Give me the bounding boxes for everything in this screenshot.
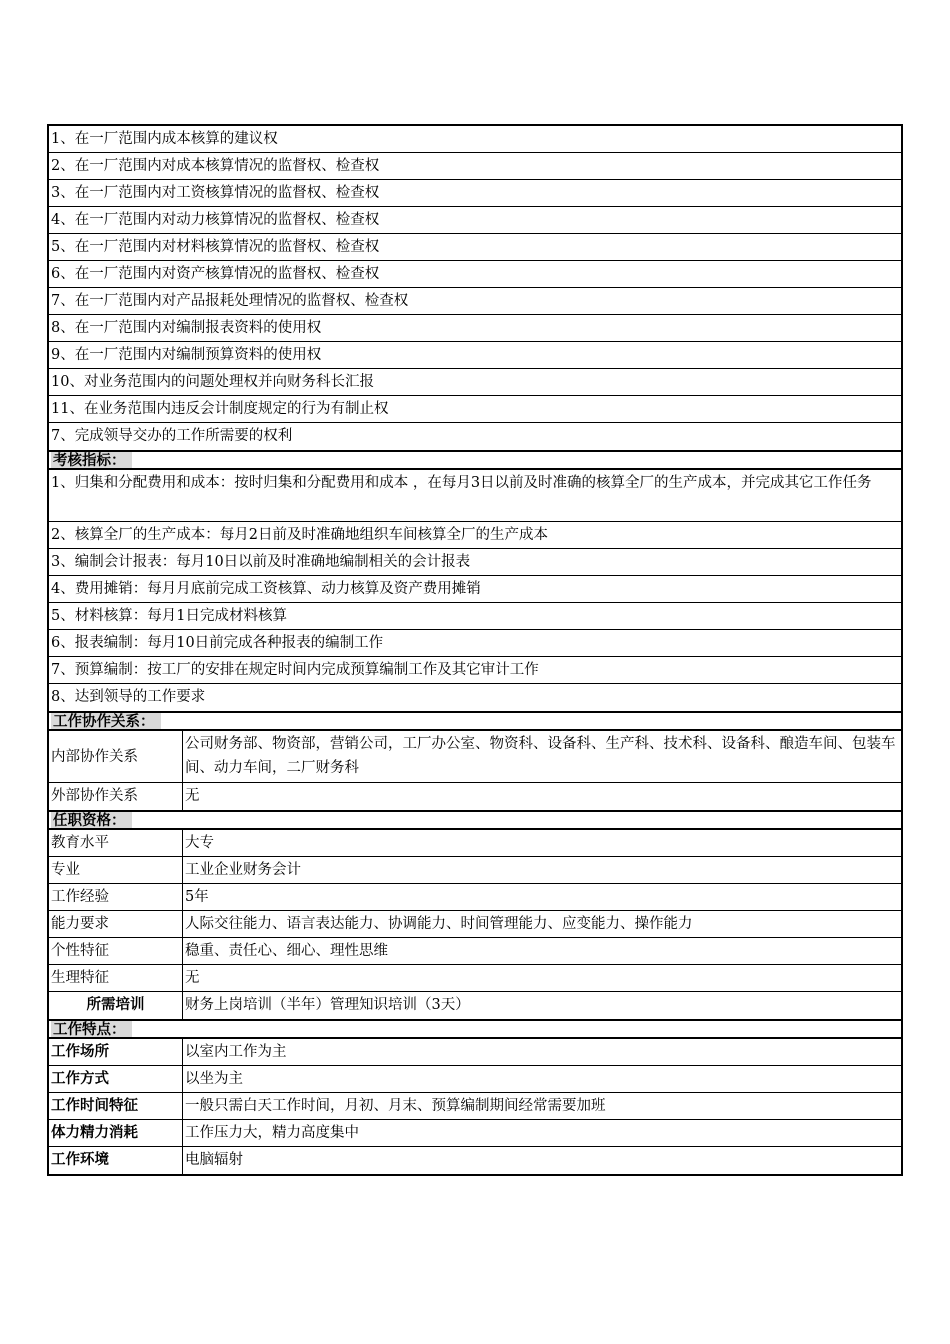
rights-row-8	[49, 315, 901, 342]
experience-row	[49, 884, 901, 911]
rights-row-3	[49, 180, 901, 207]
rights-row-11	[49, 396, 901, 423]
kpi-item: 8、达到领导的工作要求	[51, 689, 206, 705]
time-value: 一般只需白天工作时间，月初、月末、预算编制期间经常需要加班	[185, 1098, 606, 1114]
ability-value: 人际交往能力、语言表达能力、协调能力、时间管理能力、应变能力、操作能力	[185, 916, 693, 932]
education-value: 大专	[185, 835, 214, 851]
kpi-row-3	[49, 549, 901, 576]
rights-item: 7、在一厂范围内对产品报耗处理情况的监督权、检查权	[51, 293, 409, 309]
education-label: 教育水平	[49, 830, 183, 856]
physical-row	[49, 965, 901, 992]
energy-label: 体力精力消耗	[49, 1120, 183, 1146]
rights-row-10	[49, 369, 901, 396]
major-label: 专业	[49, 857, 183, 883]
rights-item: 1、在一厂范围内成本核算的建议权	[51, 131, 278, 147]
training-label: 所需培训	[49, 992, 183, 1019]
internal-cooperation-value: 公司财务部、物资部，营销公司，工厂办公室、物资科、设备科、生产科、技术科、设备科、酿造车间、包装车间、动力车间，二厂财务科	[185, 736, 896, 776]
rights-item: 6、在一厂范围内对资产核算情况的监督权、检查权	[51, 266, 380, 282]
place-value: 以室内工作为主	[185, 1044, 287, 1060]
kpi-row-8	[49, 684, 901, 711]
external-cooperation-row	[49, 783, 901, 810]
section-title: 工作特点：	[51, 1021, 132, 1037]
training-row	[49, 992, 901, 1019]
physical-label: 生理特征	[49, 965, 183, 991]
kpi-row-2	[49, 522, 901, 549]
rights-item: 9、在一厂范围内对编制预算资料的使用权	[51, 347, 322, 363]
rights-item: 11、在业务范围内违反会计制度规定的行为有制止权	[51, 401, 389, 417]
energy-row	[49, 1120, 901, 1147]
rights-item: 7、完成领导交办的工作所需要的权利	[51, 428, 293, 444]
section-title: 任职资格：	[51, 812, 132, 828]
rights-item: 4、在一厂范围内对动力核算情况的监督权、检查权	[51, 212, 380, 228]
mode-value: 以坐为主	[185, 1071, 243, 1087]
kpi-row-1	[49, 470, 901, 522]
place-row	[49, 1039, 901, 1066]
education-row	[49, 830, 901, 857]
kpi-item: 1、归集和分配费用和成本：按时归集和分配费用和成本 ，在每月3日以前及时准确的核算全厂的生产成本，并完成其它工作任务	[51, 475, 872, 491]
experience-label: 工作经验	[49, 884, 183, 910]
experience-value: 5年	[185, 889, 209, 905]
kpi-item: 2、核算全厂的生产成本：每月2日前及时准确地组织车间核算全厂的生产成本	[51, 527, 548, 543]
ability-label: 能力要求	[49, 911, 183, 937]
section-title: 考核指标：	[51, 452, 132, 468]
energy-value: 工作压力大，精力高度集中	[185, 1125, 359, 1141]
external-cooperation-label: 外部协作关系	[49, 783, 183, 810]
rights-row-9	[49, 342, 901, 369]
qualification-section-header	[49, 810, 901, 830]
major-value: 工业企业财务会计	[185, 862, 301, 878]
rights-item: 10、对业务范围内的问题处理权并向财务科长汇报	[51, 374, 374, 390]
personality-value: 稳重、责任心、细心、理性思维	[185, 943, 388, 959]
rights-item: 5、在一厂范围内对材料核算情况的监督权、检查权	[51, 239, 380, 255]
kpi-row-5	[49, 603, 901, 630]
rights-row-4	[49, 207, 901, 234]
rights-item: 3、在一厂范围内对工资核算情况的监督权、检查权	[51, 185, 380, 201]
major-row	[49, 857, 901, 884]
kpi-item: 4、费用摊销：每月月底前完成工资核算、动力核算及资产费用摊销	[51, 581, 481, 597]
physical-value: 无	[185, 970, 200, 986]
rights-row-1	[49, 126, 901, 153]
training-value: 财务上岗培训（半年）管理知识培训（3天）	[185, 997, 470, 1013]
rights-row-6	[49, 261, 901, 288]
kpi-item: 5、材料核算：每月1日完成材料核算	[51, 608, 287, 624]
personality-row	[49, 938, 901, 965]
rights-row-2	[49, 153, 901, 180]
place-label: 工作场所	[49, 1039, 183, 1065]
kpi-row-6	[49, 630, 901, 657]
personality-label: 个性特征	[49, 938, 183, 964]
section-title: 工作协作关系：	[51, 713, 161, 729]
features-section-header	[49, 1019, 901, 1039]
internal-cooperation-label: 内部协作关系	[49, 731, 183, 782]
rights-row-12	[49, 423, 901, 450]
environment-label: 工作环境	[49, 1147, 183, 1174]
cooperation-section-header	[49, 711, 901, 731]
kpi-item: 3、编制会计报表：每月10日以前及时准确地编制相关的会计报表	[51, 554, 471, 570]
mode-label: 工作方式	[49, 1066, 183, 1092]
environment-value: 电脑辐射	[185, 1152, 243, 1168]
external-cooperation-value: 无	[185, 788, 200, 804]
rights-row-7	[49, 288, 901, 315]
kpi-section-header	[49, 450, 901, 470]
kpi-item: 7、预算编制：按工厂的安排在规定时间内完成预算编制工作及其它审计工作	[51, 662, 539, 678]
environment-row	[49, 1147, 901, 1174]
mode-row	[49, 1066, 901, 1093]
time-row	[49, 1093, 901, 1120]
kpi-item: 6、报表编制：每月10日前完成各种报表的编制工作	[51, 635, 384, 651]
kpi-row-7	[49, 657, 901, 684]
rights-item: 8、在一厂范围内对编制报表资料的使用权	[51, 320, 322, 336]
rights-item: 2、在一厂范围内对成本核算情况的监督权、检查权	[51, 158, 380, 174]
job-description-table	[47, 124, 903, 1176]
rights-row-5	[49, 234, 901, 261]
kpi-row-4	[49, 576, 901, 603]
time-label: 工作时间特征	[49, 1093, 183, 1119]
internal-cooperation-row	[49, 731, 901, 783]
ability-row	[49, 911, 901, 938]
